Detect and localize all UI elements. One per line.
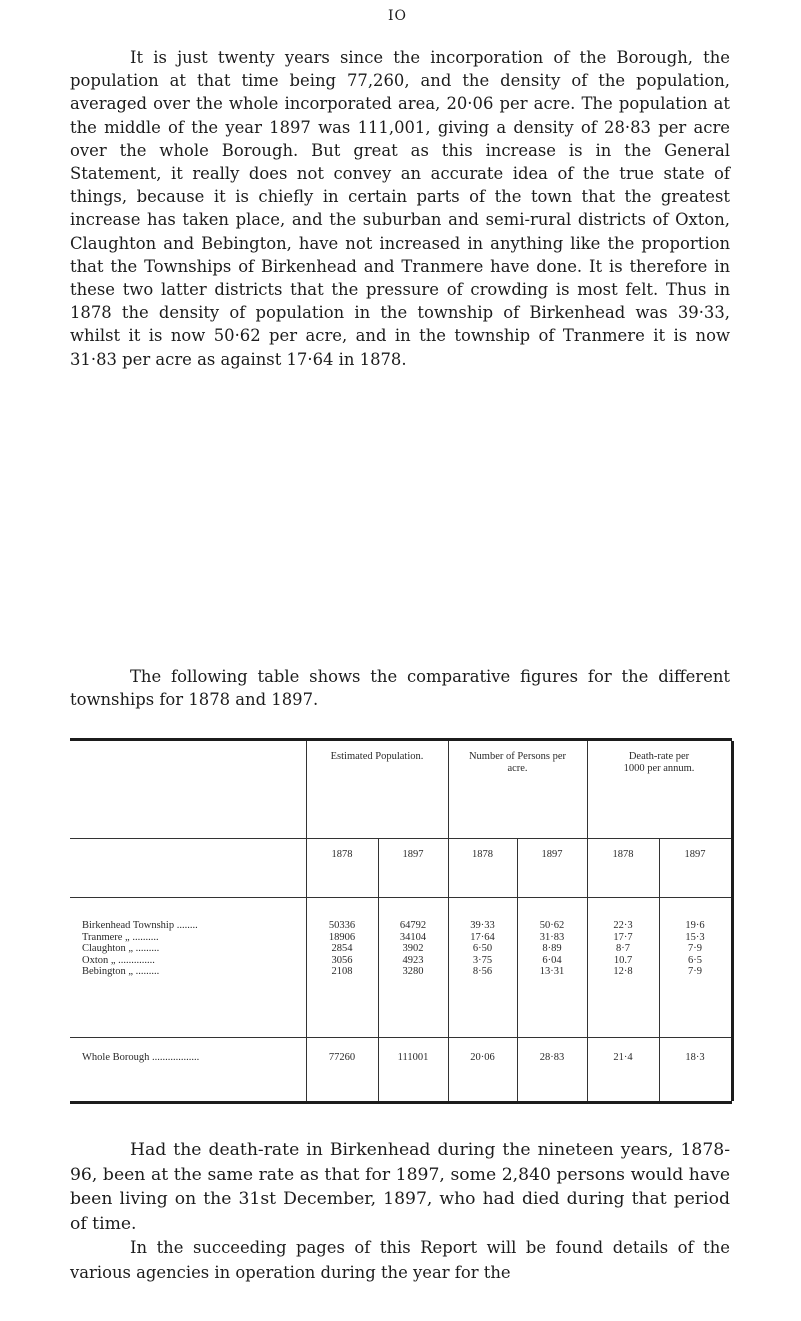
township-name: Bebington „ ......... [82, 966, 160, 978]
table-cell: 7·9 [688, 966, 702, 978]
year-header: 1878 [448, 839, 517, 898]
intro-paragraph [70, 46, 730, 371]
township-name: Claughton „ ......... [82, 943, 160, 955]
table-cell: 39·33 [470, 919, 495, 931]
year-header: 1897 [659, 839, 732, 898]
table-cell: 6·5 [688, 954, 702, 966]
table-cell: 15·3 [685, 931, 705, 943]
density-1878-column [448, 897, 517, 1037]
table-cell: 7·9 [688, 943, 702, 955]
table-cell: 6·04 [542, 954, 562, 966]
township-comparison-table [70, 738, 732, 1104]
table-cell: 64792 [399, 919, 427, 931]
report-details-paragraph [70, 1236, 730, 1285]
table-cell: 8·56 [472, 966, 493, 978]
year-header: 1878 [306, 839, 378, 898]
intro-text: It is just twenty years since the incorporation of the Borough, the population at that time being 77,260, and the density of the population, averaged over the whole incorporated area, 20·06 per acre. The population at the middle of the year 1897 was 111,001, giving a density of 28·83 per acre over the whole Borough. But great as this increase is in the General Statement, it really does not convey an accurate idea of the true state of things, because it is chiefly in certain parts of the town that the greatest increase has taken place, and the suburban and semi-rural districts of Oxton, Claughton and Bebington, have not increased in anything like the proportion that the Townships of Birkenhead and Tranmere have done. It is therefore in these two latter districts that the pressure of crowding is most felt. Thus in 1878 the density of population in the township of Birkenhead was 39·33, whilst it is now 50·62 per acre, and in the township of Tranmere it is now 31·83 per acre as against 17·64 in 1878. [70, 48, 730, 369]
death-rate-paragraph [70, 1138, 730, 1236]
whole-borough-row [70, 1037, 732, 1101]
table-cell: 3·75 [472, 954, 493, 966]
table-cell: 18906 [328, 931, 356, 943]
table-cell: 77260 [306, 1037, 378, 1101]
page-number: IO [388, 8, 408, 24]
table-cell: 50336 [328, 919, 356, 931]
table-cell: 22·3 [613, 919, 633, 931]
township-name: Birkenhead Township ........ [82, 919, 198, 931]
header-blank [70, 741, 306, 839]
year-header-blank [70, 839, 306, 898]
table-cell: 10.7 [613, 954, 633, 966]
table-cell: 21·4 [587, 1037, 659, 1101]
table-cell: 2108 [331, 966, 353, 978]
header-population: Estimated Population. [306, 741, 448, 839]
table-cell: 18·3 [659, 1037, 732, 1101]
death-rate-1878-column [587, 897, 659, 1037]
table-cell: 28·83 [517, 1037, 587, 1101]
death-rate-1897-column [659, 897, 732, 1037]
table-cell: 17·7 [613, 931, 633, 943]
header-death-rate: Death-rate per 1000 per annum. [587, 741, 732, 839]
table-cell: 20·06 [448, 1037, 517, 1101]
table-cell: 19·6 [685, 919, 705, 931]
year-header: 1878 [587, 839, 659, 898]
population-1897-column [378, 897, 448, 1037]
table-cell: 50·62 [539, 919, 565, 931]
table-cell: 3056 [331, 954, 353, 966]
year-header: 1897 [378, 839, 448, 898]
township-name: Oxton „ .............. [82, 954, 155, 966]
density-1897-column [517, 897, 587, 1037]
table-cell: 8·7 [616, 943, 630, 955]
table-cell: 8·89 [542, 943, 562, 955]
table-cell: 6·50 [472, 943, 493, 955]
township-names [70, 897, 306, 1037]
table-cell: 17·64 [470, 931, 495, 943]
table-cell: 111001 [378, 1037, 448, 1101]
table-cell: 13·31 [539, 966, 565, 978]
total-row-label: Whole Borough .................. [70, 1037, 306, 1101]
table-cell: 3902 [402, 943, 424, 955]
table-cell: 31·83 [539, 931, 565, 943]
township-name: Tranmere „ .......... [82, 931, 159, 943]
death-rate-text: Had the death-rate in Birkenhead during the nineteen years, 1878-96, been at the same rate as that for 1897, some 2,840 persons would have been living on the 31st December, 1897, who had died during that period of time. [70, 1140, 730, 1234]
header-persons-per-acre: Number of Persons per acre. [448, 741, 587, 839]
report-details-text: In the succeeding pages of this Report will be found details of the various agencies in operation during the year for the [70, 1238, 730, 1282]
table-intro-paragraph [70, 665, 730, 711]
table-intro-text: The following table shows the comparative figures for the different townships for 1878 and 1897. [70, 667, 730, 710]
table-cell: 3280 [402, 966, 424, 978]
table-cell: 2854 [331, 943, 353, 955]
table-cell: 12·8 [613, 966, 633, 978]
table-cell: 34104 [399, 931, 427, 943]
table-cell: 4923 [402, 954, 424, 966]
year-header: 1897 [517, 839, 587, 898]
population-1878-column [306, 897, 378, 1037]
